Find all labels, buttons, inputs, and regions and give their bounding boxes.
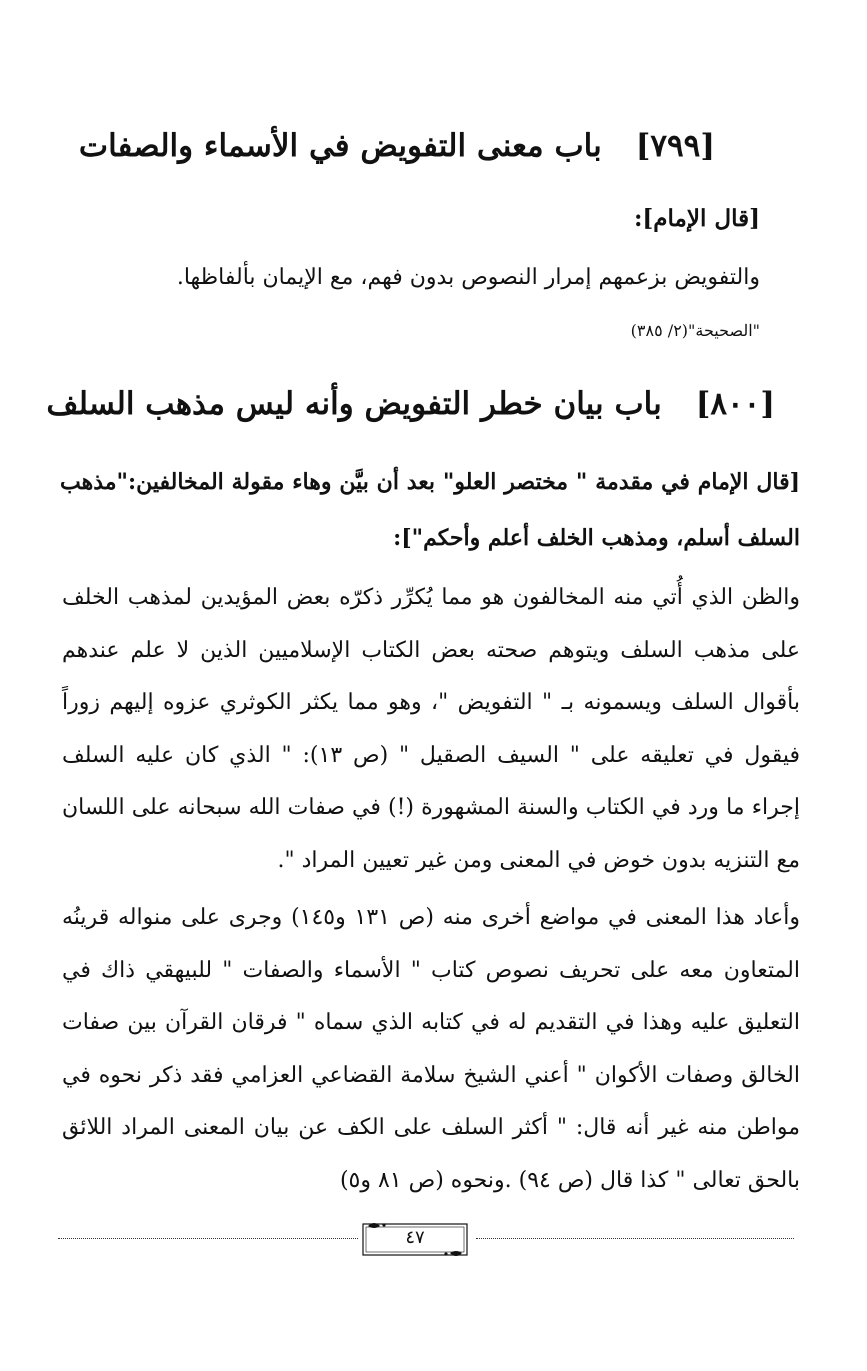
body-paragraph-1: والظن الذي أُتي منه المخالفون هو مما يُكرِّر ذكرّه بعض المؤيدين لمذهب الخلف على مذهب السلف ويتوهم صحته بعض الكتاب الإسلاميين الذين لا علم عندهم بأقوال السلف ويسمونه بـ " التفويض "، وهو مما يكثر الكوثري عزوه إليهم زوراً فيقول في تعليقه على " السيف الصقيل " (ص ١٣): " الذي كان عليه السلف إجراء ما ورد في الكتاب والسنة المشهورة (!) في صفات الله سبحانه على اللسان مع التنزيه بدون خوض في المعنى ومن غير تعيين المراد ". [62, 585, 800, 873]
section-800-heading [46, 386, 775, 422]
section-799-heading [78, 128, 715, 164]
section-799-title: باب معنى التفويض في الأسماء والصفات [78, 128, 602, 164]
footer-rule-left [58, 1238, 358, 1239]
definition-text: والتفويض بزعمهم إمرار النصوص بدون فهم، مع الإيمان بألفاظها. [176, 265, 760, 290]
imam-label: [قال الإمام]: [633, 205, 760, 232]
page-number: ٤٧ [405, 1227, 425, 1248]
section-799-number: [٧٩٩] [635, 128, 715, 164]
section-800-title: باب بيان خطر التفويض وأنه ليس مذهب السلف [46, 386, 662, 422]
section-800-intro: [قال الإمام في مقدمة " مختصر العلو" بعد أن بيَّن وهاء مقولة المخالفين:"مذهب السلف أسلم، ومذهب الخلف أعلم وأحكم"]: [60, 469, 800, 551]
body-paragraph-2: وأعاد هذا المعنى في مواضع أخرى منه (ص ١٣١ و١٤٥) وجرى على منواله قرينُه المتعاون معه على تحريف نصوص كتاب " الأسماء والصفات " للبيهقي ذاك في التعليق عليه وهذا في التقديم له في كتابه الذي سماه " فرقان القرآن بين صفات الخالق وصفات الأكوان " أعني الشيخ سلامة القضاعي العزامي فقد ذكر نحوه في مواطن منه غير أنه قال: " أكثر السلف على الكف عن بيان المعنى المراد اللائق بالحق تعالى " كذا قال (ص ٩٤) .ونحوه (ص ٨١ و٥) [62, 905, 801, 1193]
source-reference: "الصحيحة"(٢/ ٣٨٥) [630, 321, 760, 340]
footer-rule-right [476, 1238, 794, 1239]
section-800-number: [٨٠٠] [695, 386, 775, 422]
